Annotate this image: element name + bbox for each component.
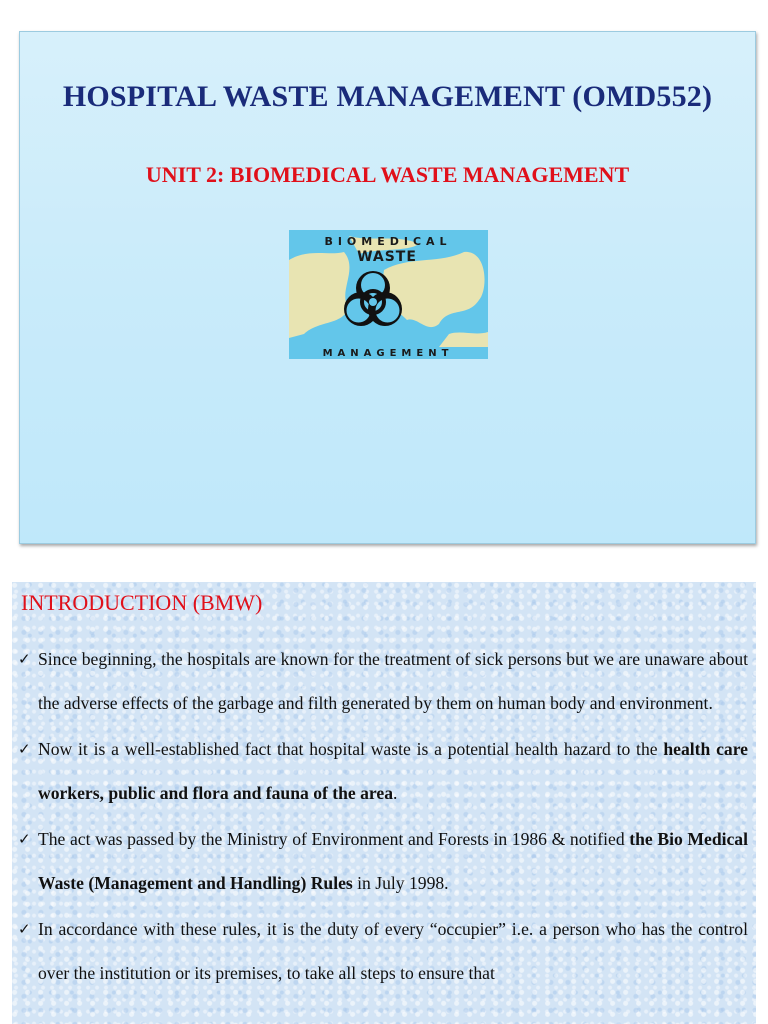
unit-subtitle: UNIT 2: BIOMEDICAL WASTE MANAGEMENT bbox=[145, 162, 630, 187]
bullet-text-end: in July 1998. bbox=[352, 873, 449, 893]
logo-bottom-text: MANAGEMENT bbox=[322, 348, 454, 359]
bullet-list bbox=[15, 637, 748, 997]
bullet-text: Now it is a well-established fact that hospital waste is a potential health hazard to the bbox=[38, 739, 664, 759]
biomedical-waste-logo bbox=[289, 230, 488, 359]
bullet-item bbox=[15, 907, 748, 995]
checkmark-icon: ✓ bbox=[18, 740, 31, 758]
checkmark-icon: ✓ bbox=[18, 920, 31, 938]
bullet-bold-text: health care workers, public and flora and fauna of the area bbox=[38, 739, 748, 803]
checkmark-icon: ✓ bbox=[18, 830, 31, 848]
logo-top-text: BIOMEDICAL bbox=[324, 235, 452, 248]
bullet-bold-text: the Bio Medical Waste (Management and Handling) Rules bbox=[38, 829, 748, 893]
page-title: HOSPITAL WASTE MANAGEMENT (OMD552) bbox=[62, 80, 713, 113]
bullet-text-end: . bbox=[393, 783, 398, 803]
bullet-item bbox=[15, 727, 748, 815]
bullet-text: In accordance with these rules, it is the duty of every “occupier” i.e. a person who has the control over the institution or its premises, to take all steps to ensure that bbox=[38, 919, 748, 983]
checkmark-icon: ✓ bbox=[18, 650, 31, 668]
introduction-slide bbox=[12, 582, 756, 1024]
section-heading: INTRODUCTION (BMW) bbox=[21, 590, 263, 615]
bullet-item bbox=[15, 637, 748, 725]
bullet-text: Since beginning, the hospitals are known for the treatment of sick persons but we are unaware about the adverse effects of the garbage and filth generated by them on human body and environment. bbox=[38, 649, 748, 713]
bullet-item bbox=[15, 817, 748, 905]
title-slide bbox=[19, 31, 756, 544]
bullet-text: The act was passed by the Ministry of Environment and Forests in 1986 & notified bbox=[38, 829, 630, 849]
logo-middle-text: WASTE bbox=[357, 249, 417, 265]
